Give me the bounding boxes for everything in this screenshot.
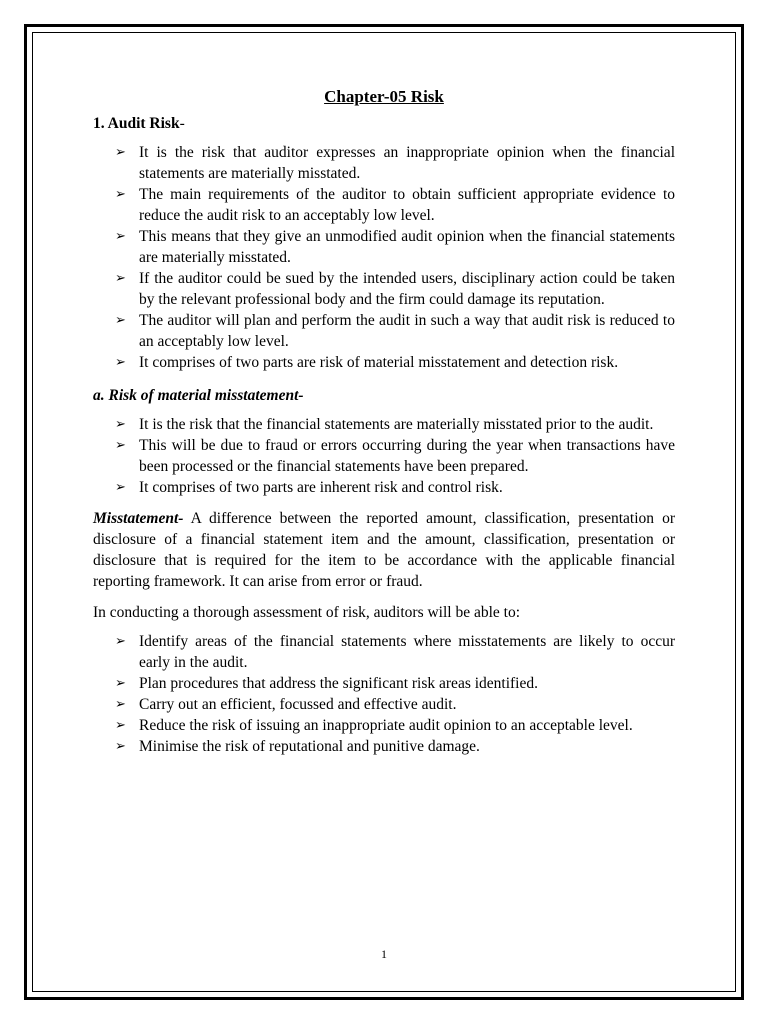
rmm-list [93, 414, 675, 498]
audit-risk-list [93, 142, 675, 373]
document-body [93, 86, 675, 757]
chapter-title: Chapter-05 Risk [324, 87, 444, 106]
list-item: ➢ It comprises of two parts are inherent risk and control risk. [115, 479, 503, 496]
list-item: ➢ If the auditor could be sued by the intended users, disciplinary action could be taken by the relevant professional body and the firm could damage its reputation. [115, 270, 675, 308]
misstatement-definition [93, 508, 675, 592]
arrow-bullet-icon: ➢ [115, 271, 126, 286]
page-number: 1 [381, 947, 387, 961]
arrow-bullet-icon: ➢ [115, 676, 126, 691]
list-item: ➢ The main requirements of the auditor to obtain sufficient appropriate evidence to reduce the audit risk to an acceptably low level. [115, 186, 675, 224]
list-item: ➢ It comprises of two parts are risk of material misstatement and detection risk. [115, 354, 619, 371]
list-item: ➢ Reduce the risk of issuing an inappropriate audit opinion to an acceptable level. [115, 717, 633, 734]
rmm-heading: a. Risk of material misstatement- [93, 387, 304, 404]
arrow-bullet-icon: ➢ [115, 229, 126, 244]
audit-risk-heading-suffix: - [179, 115, 185, 132]
arrow-bullet-icon: ➢ [115, 313, 126, 328]
arrow-bullet-icon: ➢ [115, 417, 126, 432]
audit-risk-heading [93, 113, 675, 134]
list-item: ➢ It is the risk that auditor expresses an inappropriate opinion when the financial statements are materially misstated. [115, 144, 675, 182]
arrow-bullet-icon: ➢ [115, 145, 126, 160]
arrow-bullet-icon: ➢ [115, 718, 126, 733]
list-item: ➢ The auditor will plan and perform the audit in such a way that audit risk is reduced to an acceptably low level. [115, 312, 675, 350]
audit-risk-heading-text: 1. Audit Risk [93, 115, 180, 132]
list-item: ➢ Carry out an efficient, focussed and effective audit. [115, 696, 457, 713]
list-item: ➢ It is the risk that the financial statements are materially misstated prior to the audit. [115, 416, 654, 433]
arrow-bullet-icon: ➢ [115, 187, 126, 202]
arrow-bullet-icon: ➢ [115, 739, 126, 754]
list-item: ➢ Plan procedures that address the significant risk areas identified. [115, 675, 538, 692]
list-item: ➢ Minimise the risk of reputational and punitive damage. [115, 738, 480, 755]
misstatement-term: Misstatement- [93, 510, 184, 527]
arrow-bullet-icon: ➢ [115, 480, 126, 495]
arrow-bullet-icon: ➢ [115, 355, 126, 370]
assessment-list [93, 631, 675, 757]
assessment-intro: In conducting a thorough assessment of risk, auditors will be able to: [93, 604, 521, 621]
arrow-bullet-icon: ➢ [115, 697, 126, 712]
list-item: ➢ This means that they give an unmodified audit opinion when the financial statements are materially misstated. [115, 228, 675, 266]
misstatement-text: A difference between the reported amount, classification, presentation or disclosure of a financial statement item and the amount, classification, presentation or disclosure that is required for the item to be accordance with the applicable financial reporting framework. It can arise from error or fraud. [93, 510, 675, 590]
list-item: ➢ This will be due to fraud or errors occurring during the year when transactions have been processed or the financial statements have been prepared. [115, 437, 675, 475]
arrow-bullet-icon: ➢ [115, 634, 126, 649]
list-item: ➢ Identify areas of the financial statements where misstatements are likely to occur early in the audit. [115, 633, 675, 671]
arrow-bullet-icon: ➢ [115, 438, 126, 453]
